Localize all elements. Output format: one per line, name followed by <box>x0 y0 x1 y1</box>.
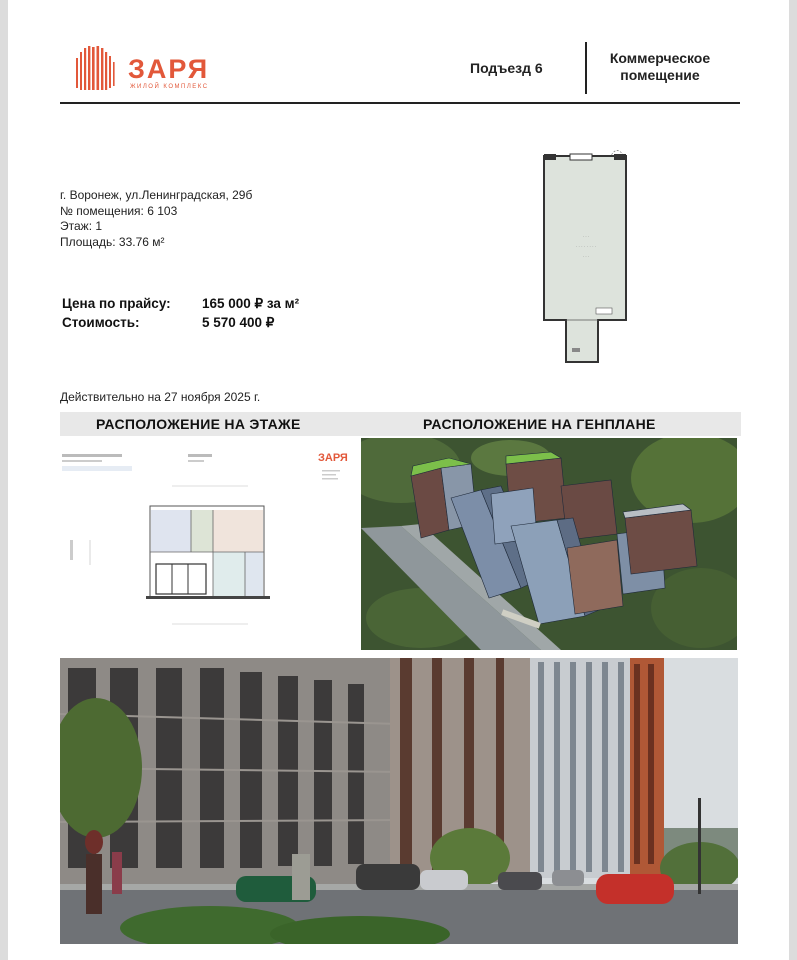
floor-location-plan <box>60 440 356 650</box>
svg-text:· · · · · · · ·: · · · · · · · · <box>575 244 597 249</box>
brand-subtitle: ЖИЛОЙ КОМПЛЕКС <box>130 84 209 90</box>
price-label: Цена по прайсу: <box>62 296 171 311</box>
cost-label: Стоимость: <box>62 315 140 330</box>
entrance-label: Подъезд 6 <box>470 60 543 76</box>
site-location-heading: РАСПОЛОЖЕНИЕ НА ГЕНПЛАНЕ <box>423 416 656 432</box>
document-header <box>60 40 740 104</box>
site-plan-render <box>361 438 737 650</box>
floor-card-logo: ЗАРЯ <box>318 452 348 464</box>
address: г. Воронеж, ул.Ленинградская, 29б <box>60 188 253 202</box>
unit-area: Площадь: 33.76 м² <box>60 234 165 249</box>
unit-floor-plan <box>536 148 636 378</box>
header-divider <box>585 42 587 94</box>
floor-plan-drawing <box>60 440 356 650</box>
brand-name: ЗАРЯ <box>128 54 210 84</box>
price-value: 165 000 ₽ за м² <box>202 296 300 311</box>
brand-logo-icon <box>74 44 118 92</box>
validity-note: Действительно на 27 ноября 2025 г. <box>60 390 261 404</box>
unit-number: № помещения: 6 103 <box>60 203 178 218</box>
property-type-label: Коммерческое помещение <box>609 50 711 83</box>
section-headers <box>60 412 741 436</box>
cost-value: 5 570 400 ₽ <box>202 315 275 330</box>
svg-text:· · ·: · · · <box>582 254 590 259</box>
brand-logo <box>74 44 254 94</box>
svg-text:· · ·: · · · <box>582 234 590 239</box>
floor-number: Этаж: 1 <box>60 219 103 233</box>
street-view-render <box>60 658 738 944</box>
document-page <box>8 0 789 960</box>
floor-location-heading: РАСПОЛОЖЕНИЕ НА ЭТАЖЕ <box>96 416 301 432</box>
property-info <box>60 188 252 250</box>
